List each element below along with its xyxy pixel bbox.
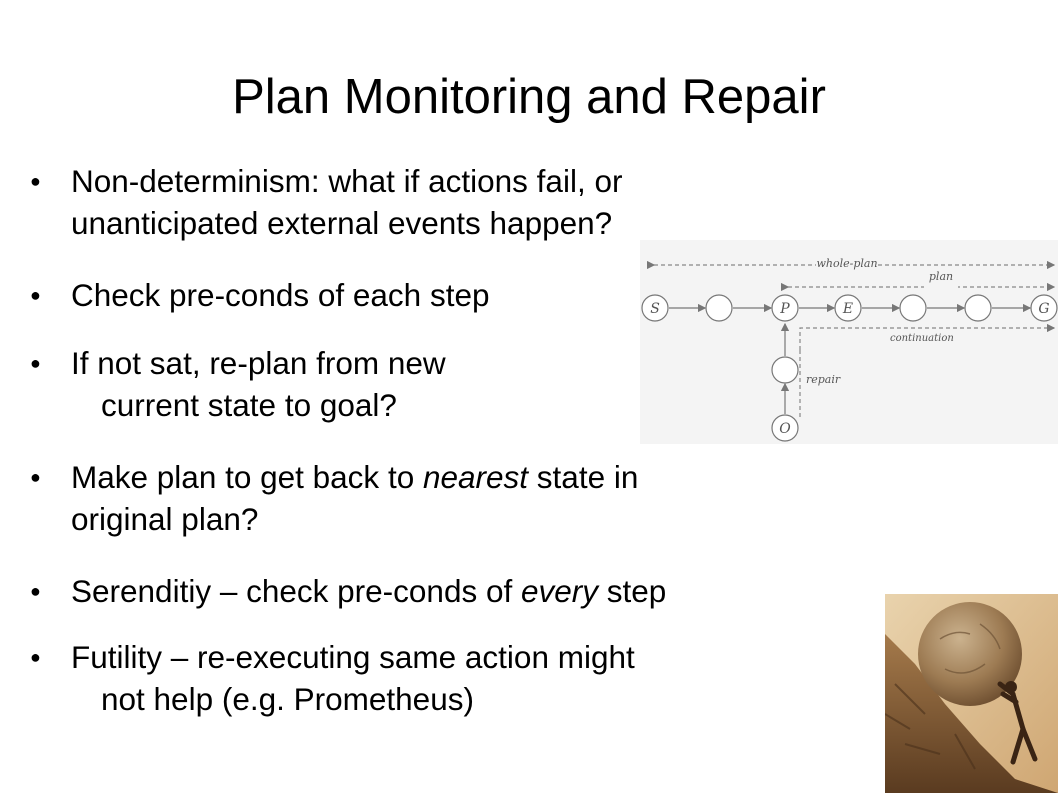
bullet-text: Futility – re-executing same action might <box>71 639 635 675</box>
bullet-text-part: Make plan to get back to <box>71 459 423 495</box>
bullet-text: original plan? <box>71 501 259 537</box>
bullet-text-part: Serenditiy – check pre-conds of <box>71 573 521 609</box>
node-label: O <box>779 421 791 437</box>
emphasis-nearest: nearest <box>422 459 529 495</box>
bullet-text: Check pre-conds of each step <box>71 277 490 313</box>
repair-label: repair <box>806 373 841 386</box>
sisyphus-image <box>885 594 1058 793</box>
node-intermediate <box>772 357 798 383</box>
bullet-dot: ● <box>30 285 41 305</box>
bullet-dot: ● <box>30 647 41 667</box>
bullet-dot: ● <box>30 353 41 373</box>
bullet-nondeterminism <box>30 160 622 244</box>
node-e <box>835 295 861 321</box>
whole-plan-label: whole-plan <box>816 257 878 270</box>
node-intermediate <box>900 295 926 321</box>
bullet-nearest-state <box>30 456 638 540</box>
node-intermediate <box>706 295 732 321</box>
page-title: Plan Monitoring and Repair <box>232 70 826 124</box>
figure-head <box>1005 681 1017 693</box>
bullet-text <box>30 570 666 612</box>
node-label: E <box>842 301 854 317</box>
bullet-text: current state to goal? <box>101 387 397 423</box>
emphasis-every: every <box>520 573 599 609</box>
bullet-text: If not sat, re-plan from new <box>71 345 446 381</box>
bullet-text: unanticipated external events happen? <box>71 205 613 241</box>
bullet-dot: ● <box>30 171 41 191</box>
node-label: S <box>650 301 660 317</box>
plan-repair-diagram <box>640 240 1058 444</box>
bullet-check-preconds <box>30 274 489 316</box>
bullet-text-part: state in <box>528 459 639 495</box>
continuation-label: continuation <box>890 333 954 344</box>
node-p <box>772 295 798 321</box>
node-goal <box>1031 295 1057 321</box>
bullet-futility <box>30 636 635 720</box>
plan-label: plan <box>928 270 954 283</box>
node-start <box>642 295 668 321</box>
bullet-text: not help (e.g. Prometheus) <box>101 681 474 717</box>
node-label: G <box>1038 301 1050 317</box>
bullet-dot: ● <box>30 581 41 601</box>
bullet-dot: ● <box>30 467 41 487</box>
node-origin <box>772 415 798 441</box>
bullet-text <box>30 456 638 498</box>
bullet-text-part: step <box>598 573 667 609</box>
bullet-replan <box>30 342 446 426</box>
node-label: P <box>780 301 790 317</box>
bullet-text: Non-determinism: what if actions fail, or <box>71 163 623 199</box>
node-intermediate <box>965 295 991 321</box>
bullet-serendipity <box>30 570 666 612</box>
